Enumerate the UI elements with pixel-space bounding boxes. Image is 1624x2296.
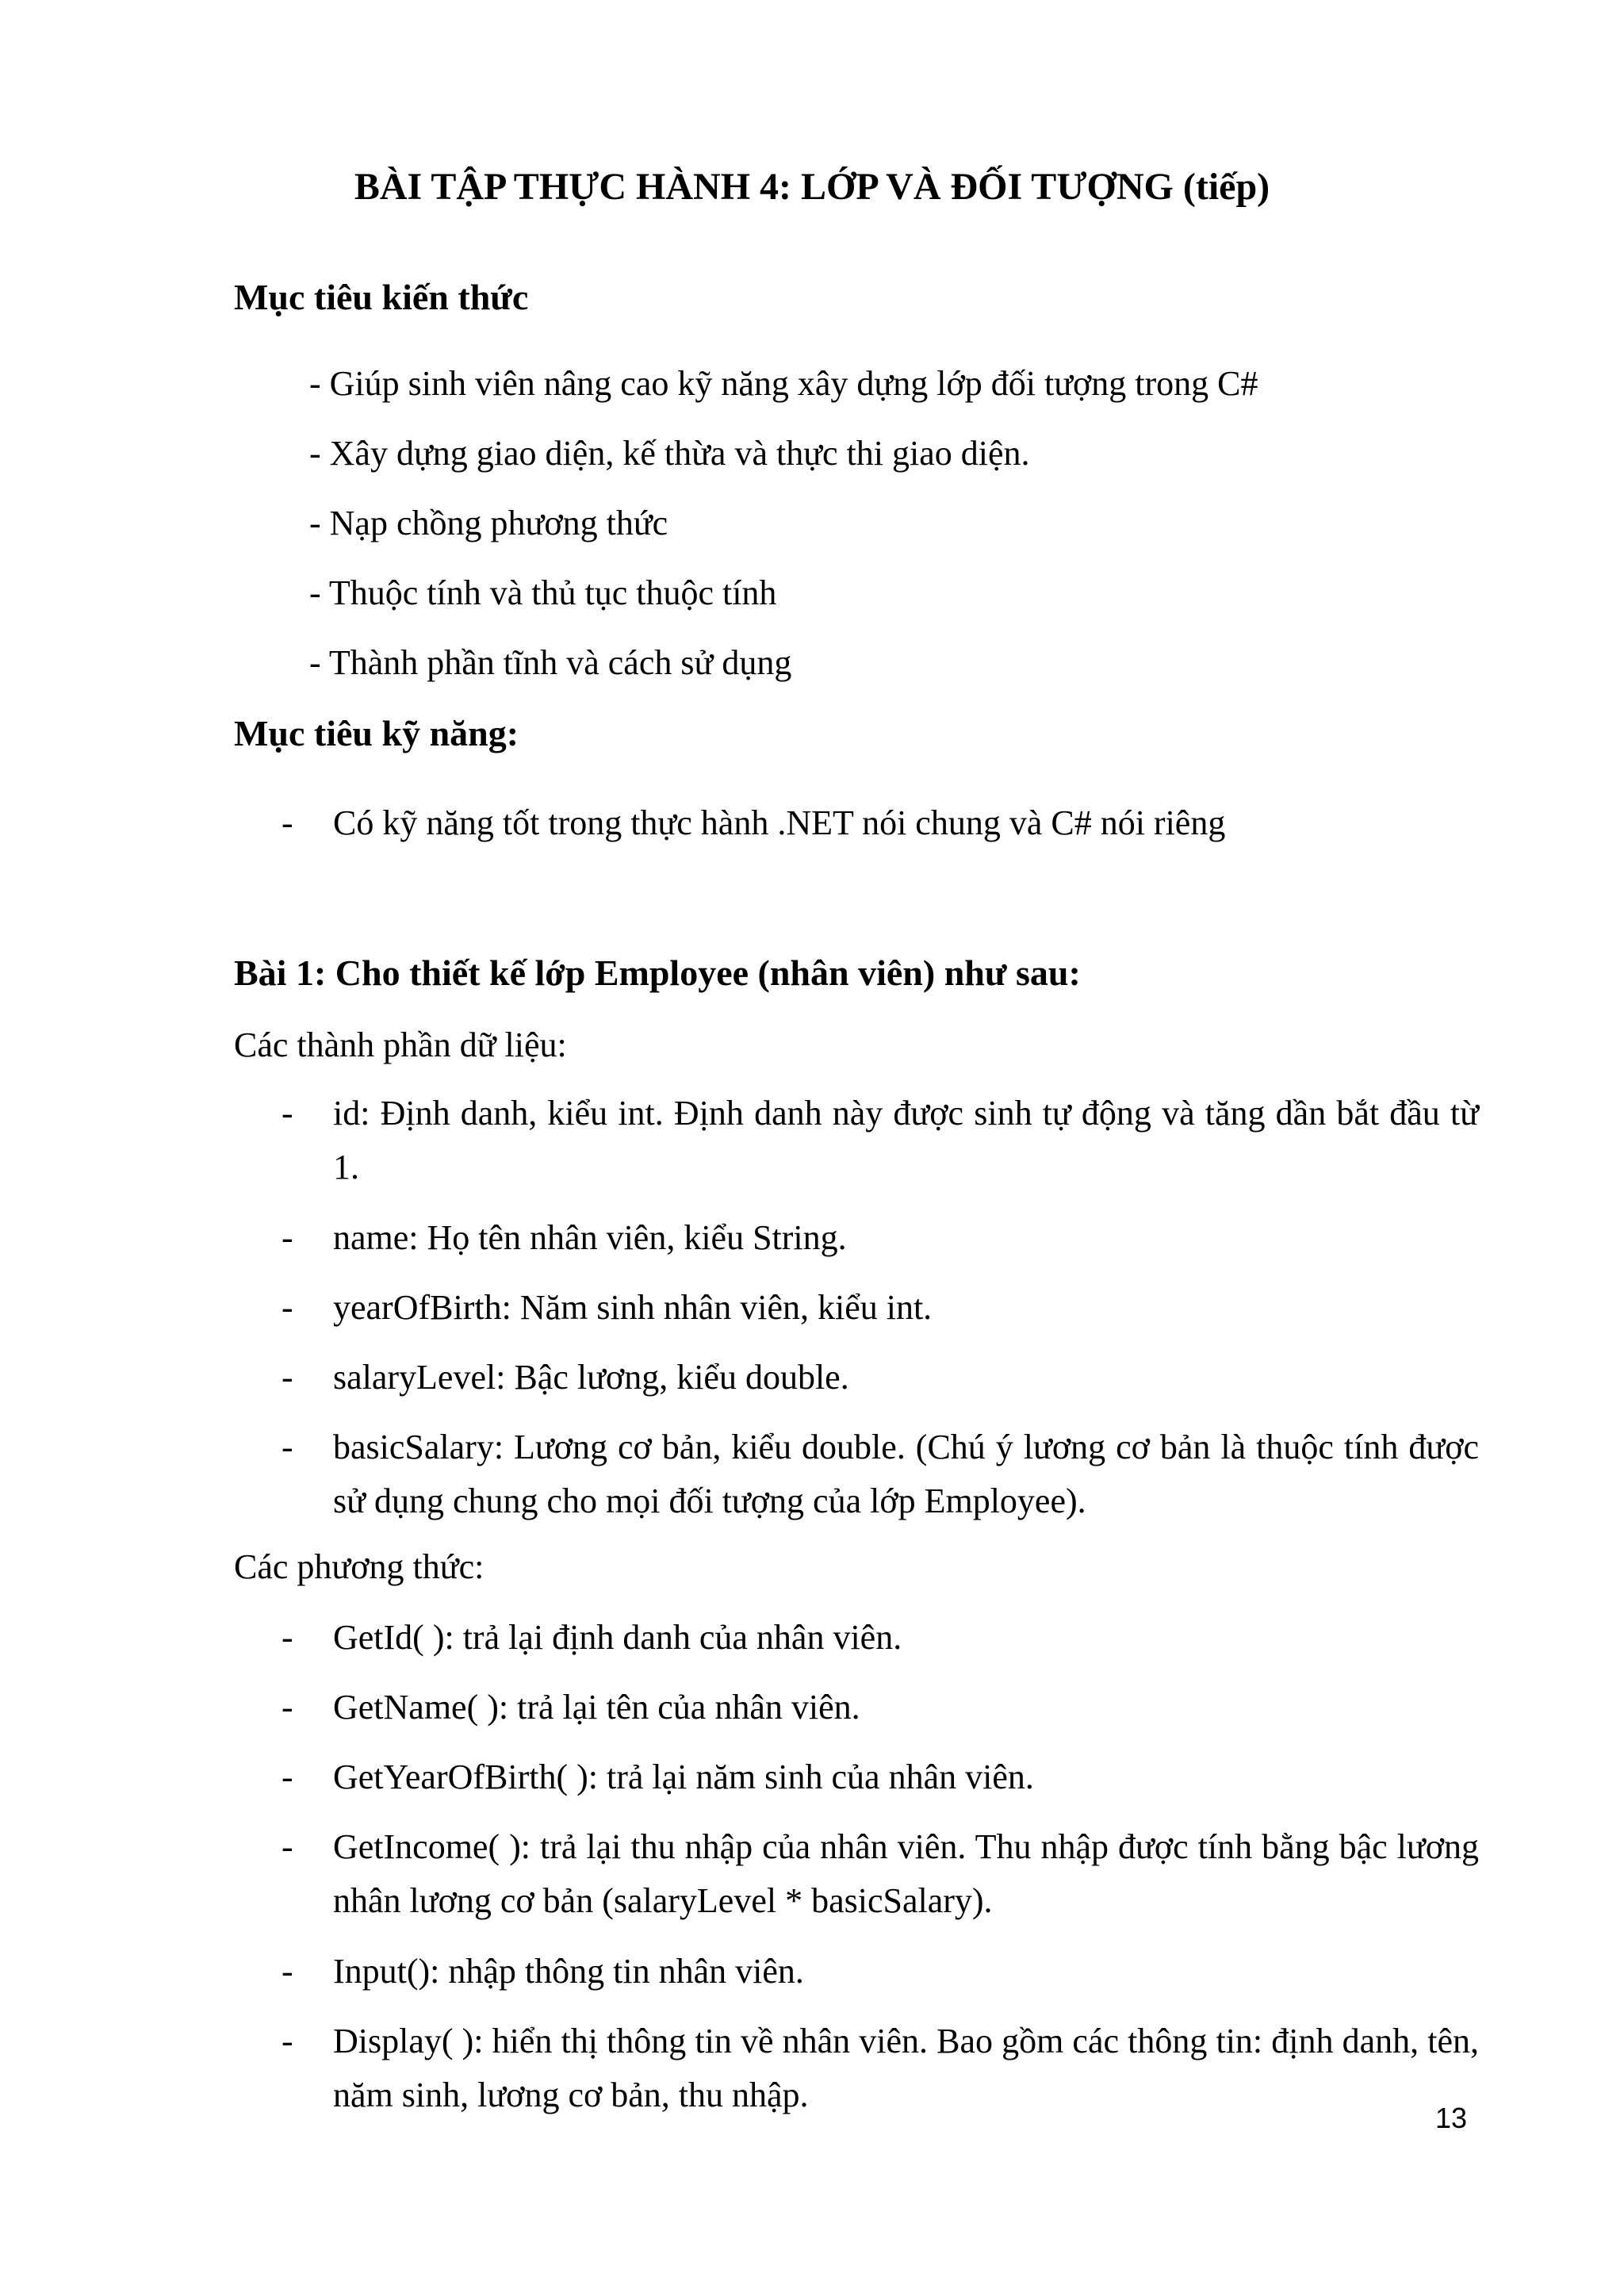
data-members-label: Các thành phần dữ liệu: [234,1025,567,1064]
knowledge-objective-item: - Thành phần tĩnh và cách sử dụng [309,643,792,682]
knowledge-objective-item: - Thuộc tính và thủ tục thuộc tính [309,573,777,612]
bullet-text: Display( ): hiển thị thông tin về nhân viên. Bao gồm các thông tin: định danh, tên, năm sinh, lương cơ bản, thu nhập. [333,2022,1479,2114]
bullet-text: name: Họ tên nhân viên, kiểu String. [333,1218,847,1257]
skill-objectives-heading: Mục tiêu kỹ năng: [234,713,519,753]
bullet-text: GetYearOfBirth( ): trả lại năm sinh của nhân viên. [333,1757,1034,1796]
bullet-dash: - [282,1358,293,1397]
bullet-text: id: Định danh, kiểu int. Định danh này được sinh tự động và tăng dần bắt đầu từ 1. [333,1094,1479,1186]
method-item [234,1611,1479,1665]
bullet-dash: - [282,1952,293,1991]
bullet-text: Input(): nhập thông tin nhân viên. [333,1952,804,1991]
bullet-dash: - [282,1218,293,1257]
method-item [234,1681,1479,1734]
bullet-dash: - [282,1428,293,1466]
knowledge-objective-item: - Nạp chồng phương thức [309,504,668,542]
data-member-item [234,1087,1479,1194]
method-item [234,1820,1479,1928]
method-item [234,1945,1479,1999]
data-member-item [234,1351,1479,1405]
knowledge-objectives-heading: Mục tiêu kiến thức [234,277,529,317]
bullet-dash: - [282,1094,293,1133]
bullet-dash: - [282,1827,293,1866]
exercise-1-heading: Bài 1: Cho thiết kế lớp Employee (nhân viên) như sau: [234,953,1081,993]
bullet-dash: - [282,1288,293,1327]
method-item [234,1750,1479,1804]
bullet-text: GetName( ): trả lại tên của nhân viên. [333,1688,860,1727]
data-member-item [234,1211,1479,1265]
methods-label: Các phương thức: [234,1547,485,1586]
bullet-text: Có kỹ năng tốt trong thực hành .NET nói chung và C# nói riêng [333,803,1226,842]
bullet-dash: - [282,1688,293,1727]
bullet-text: GetIncome( ): trả lại thu nhập của nhân viên. Thu nhập được tính bằng bậc lương nhân lương cơ bản (salaryLevel * basicSalary). [333,1827,1479,1920]
data-member-item [234,1420,1479,1528]
bullet-text: yearOfBirth: Năm sinh nhân viên, kiểu int. [333,1288,933,1327]
page-number: 13 [1435,2102,1468,2134]
bullet-dash: - [282,803,293,842]
knowledge-objective-item: - Xây dựng giao diện, kế thừa và thực thi giao diện. [309,434,1030,473]
bullet-text: GetId( ): trả lại định danh của nhân viên. [333,1618,902,1657]
bullet-dash: - [282,2022,293,2060]
method-item [234,2014,1479,2122]
page-title: BÀI TẬP THỰC HÀNH 4: LỚP VÀ ĐỐI TƯỢNG (tiếp) [354,166,1270,208]
bullet-text: salaryLevel: Bậc lương, kiểu double. [333,1358,849,1397]
bullet-dash: - [282,1757,293,1796]
bullet-dash: - [282,1618,293,1657]
data-member-item [234,1281,1479,1335]
bullet-text: basicSalary: Lương cơ bản, kiểu double. (Chú ý lương cơ bản là thuộc tính được sử dụng chung cho mọi đối tượng của lớp Employee). [333,1428,1479,1520]
knowledge-objective-item: - Giúp sinh viên nâng cao kỹ năng xây dựng lớp đối tượng trong C# [309,364,1258,403]
skill-objective-item [234,796,1479,850]
